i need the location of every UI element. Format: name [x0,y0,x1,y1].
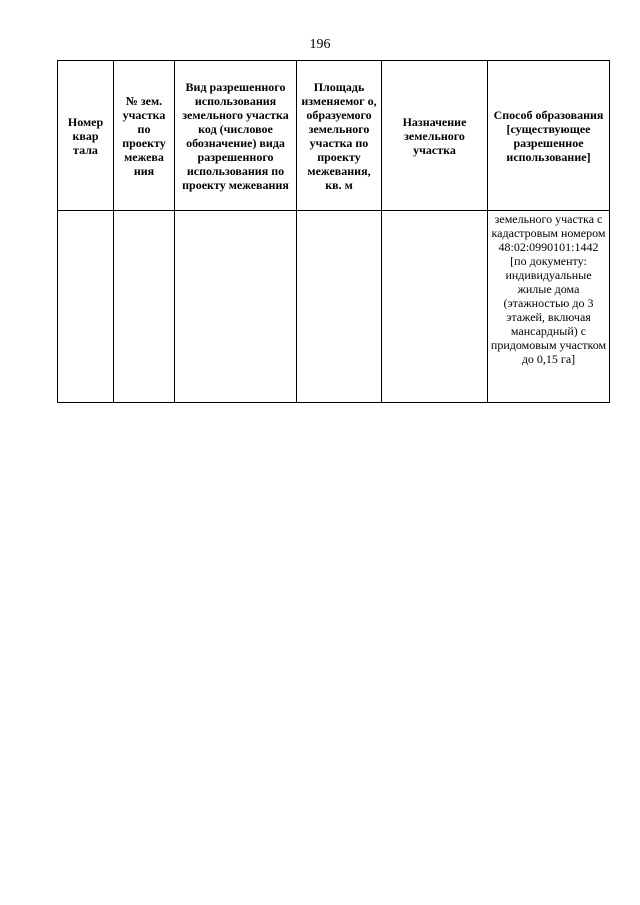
cell-formation-method: земельного участка с кадастровым номером 48:02:0990101:1442 [по документу: индивидуальные жилые дома (этажностью до 3 этажей, включая мансардный) с придомовым участком до 0,15 га] [488,211,610,403]
land-parcels-table [57,60,610,403]
header-parcel-number: № зем. участка по проекту межева ния [114,61,175,211]
cell-purpose [382,211,488,403]
page-number: 196 [309,37,331,52]
cell-permitted-use [175,211,297,403]
table-header-row [58,61,610,211]
cell-parcel-number [114,211,175,403]
header-purpose: Назначение земельного участка [382,61,488,211]
table-row [58,211,610,403]
header-area: Площадь изменяемог о, образуемого земельного участка по проекту межевания, кв. м [297,61,382,211]
header-permitted-use: Вид разрешенного использования земельного участка код (числовое обозначение) вида разрешенного использования по проекту межевания [175,61,297,211]
header-formation-method: Способ образования [существующее разрешенное использование] [488,61,610,211]
cell-area [297,211,382,403]
cell-quarter-number [58,211,114,403]
header-quarter-number: Номер квар тала [58,61,114,211]
